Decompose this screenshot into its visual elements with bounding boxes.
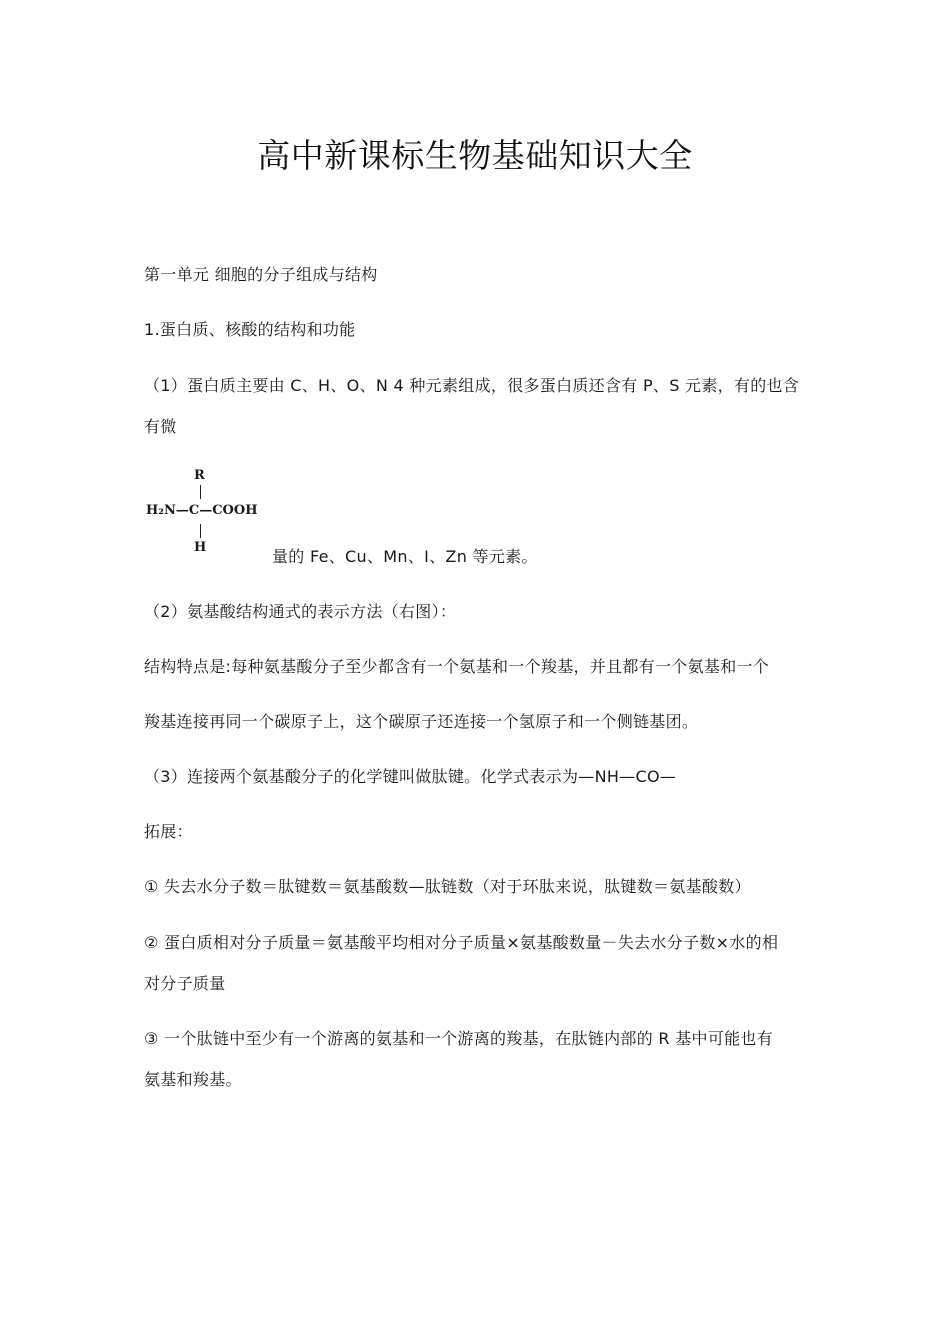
paragraph-1-line-3: 量的 Fe、Cu、Mn、I、Zn 等元素。 <box>272 547 538 566</box>
list-item-3-line-1: ③ 一个肽链中至少有一个游离的氨基和一个游离的羧基，在肽链内部的 R 基中可能也有 <box>144 1029 774 1048</box>
paragraph-2: （2）氨基酸结构通式的表示方法（右图）： <box>144 602 457 621</box>
formula-r-group: R <box>194 468 205 483</box>
paragraph-3-line-1: 结构特点是:每种氨基酸分子至少都含有一个氨基和一个羧基，并且都有一个氨基和一个 <box>144 657 770 676</box>
paragraph-1-line-1: （1）蛋白质主要由 C、H、O、N 4 种元素组成，很多蛋白质还含有 P、S 元素，有的也含 <box>144 376 800 395</box>
formula-main-chain: H₂N—C—COOH <box>146 503 258 518</box>
unit-heading: 第一单元 细胞的分子组成与结构 <box>144 265 378 284</box>
list-item-2-line-2: 对分子质量 <box>144 974 226 993</box>
formula-bottom-h: H <box>194 540 207 555</box>
list-item-2-line-1: ② 蛋白质相对分子质量＝氨基酸平均相对分子质量×氨基酸数量－失去水分子数×水的相 <box>144 933 779 952</box>
amino-acid-structure-formula <box>146 468 270 560</box>
section-heading: 1.蛋白质、核酸的结构和功能 <box>144 320 356 339</box>
paragraph-3-line-2: 羧基连接再同一个碳原子上，这个碳原子还连接一个氢原子和一个侧链基团。 <box>144 712 699 731</box>
expand-label: 拓展： <box>144 822 193 841</box>
list-item-3-line-2: 氨基和羧基。 <box>144 1070 242 1089</box>
formula-bond-bottom <box>200 524 201 538</box>
paragraph-4: （3）连接两个氨基酸分子的化学键叫做肽键。化学式表示为—NH—CO— <box>144 767 677 786</box>
document-title: 高中新课标生物基础知识大全 <box>257 136 693 175</box>
list-item-1: ① 失去水分子数＝肽键数＝氨基酸数—肽链数（对于环肽来说，肽键数＝氨基酸数） <box>144 877 751 896</box>
paragraph-1-line-2: 有微 <box>144 417 177 436</box>
formula-bond-top <box>200 485 201 499</box>
